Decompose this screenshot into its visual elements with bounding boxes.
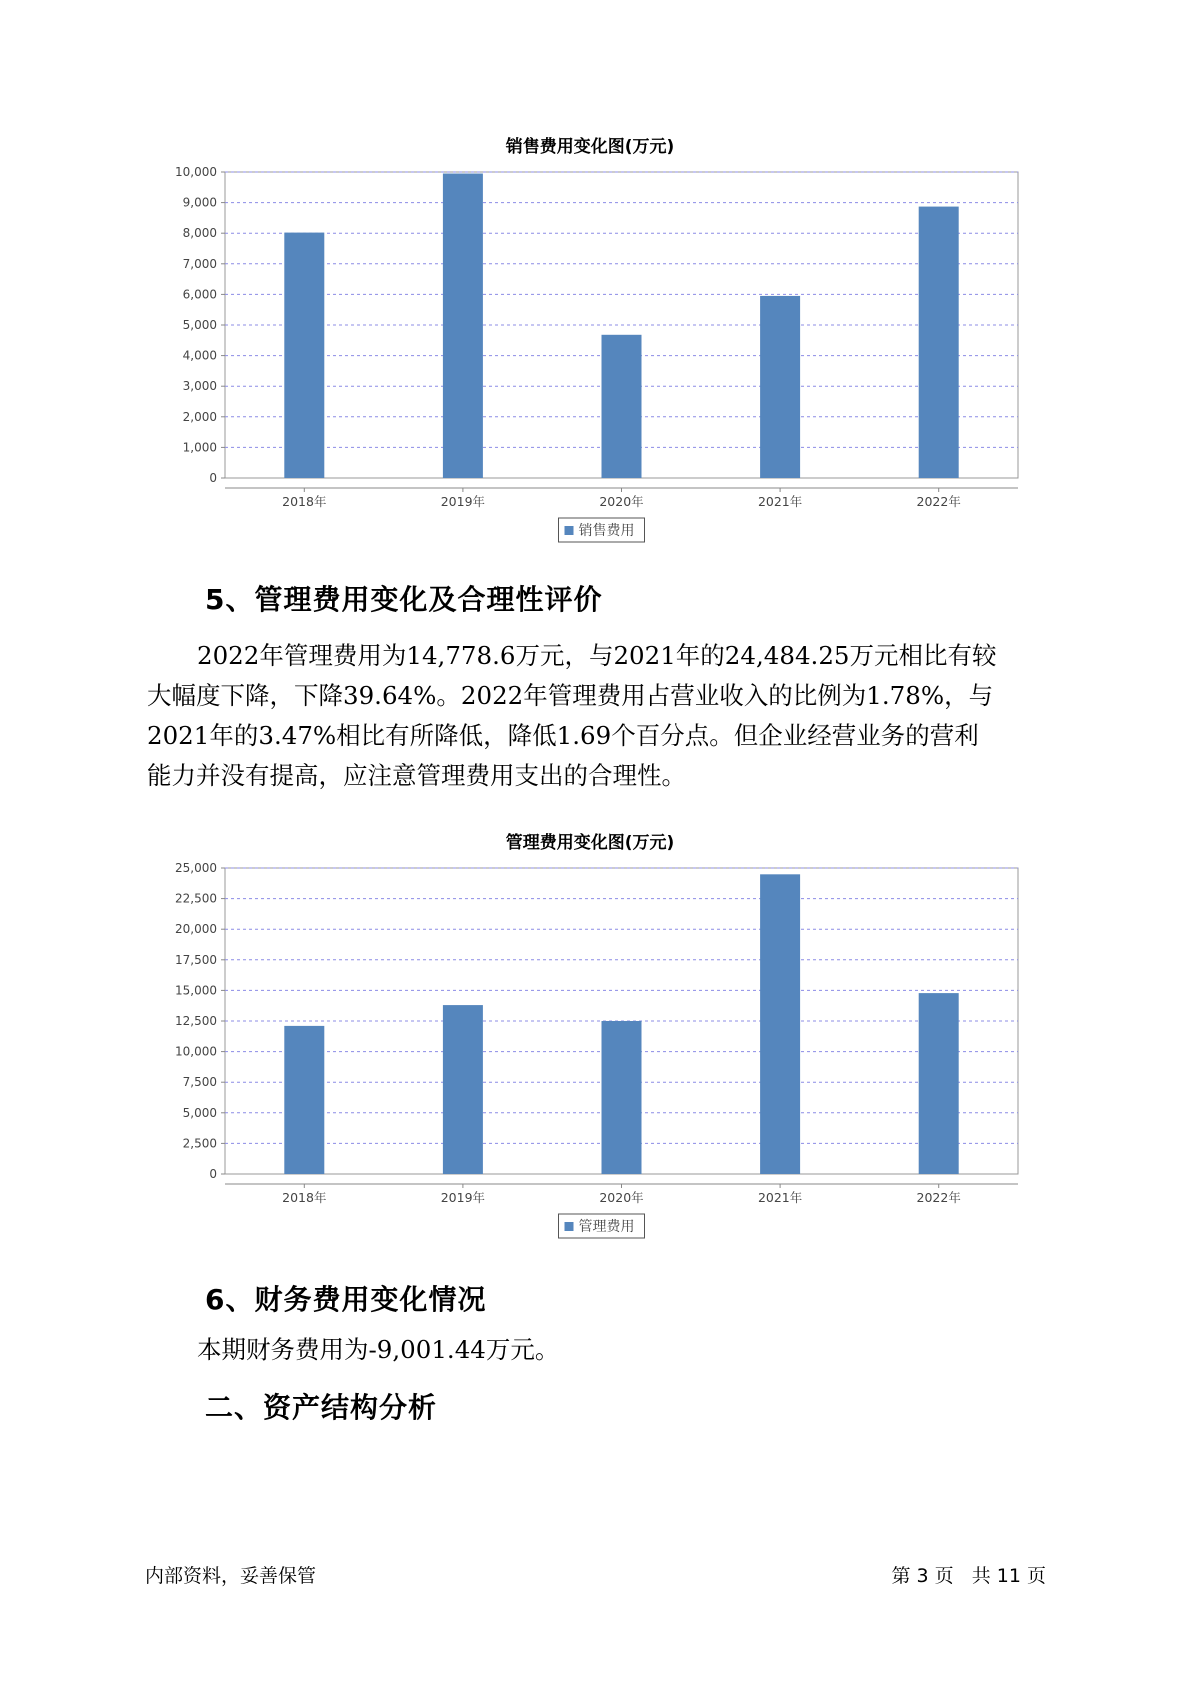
legend: [559, 1214, 645, 1238]
chart-svg: [150, 130, 1030, 550]
legend: [559, 518, 645, 542]
y-tick-label: 0: [209, 471, 217, 485]
x-tick-label: 2019年: [440, 1190, 486, 1205]
sales-expense-chart: [150, 130, 1030, 550]
y-tick-label: 25,000: [175, 861, 217, 875]
paragraph-line: 2022年管理费用为14,778.6万元，与2021年的24,484.25万元相比有较: [197, 641, 997, 670]
section-6-heading: 6、财务费用变化情况: [205, 1283, 487, 1316]
legend-swatch: [565, 1222, 574, 1231]
section-5-heading: 5、管理费用变化及合理性评价: [205, 583, 603, 616]
bar: [919, 207, 959, 478]
y-tick-label: 1,000: [182, 440, 217, 455]
y-tick-label: 10,000: [175, 165, 217, 179]
y-tick-label: 6,000: [182, 287, 217, 302]
paragraph-line: 2021年的3.47%相比有所降低，降低1.69个百分点。但企业经营业务的营利: [147, 721, 979, 750]
y-tick-label: 7,000: [182, 256, 217, 271]
x-tick-label: 2018年: [282, 494, 327, 509]
y-tick-label: 3,000: [182, 379, 217, 394]
y-tick-label: 15,000: [175, 983, 217, 998]
x-tick-label: 2021年: [757, 494, 803, 509]
legend-label: 管理费用: [578, 1219, 635, 1235]
paragraph-line: 能力并没有提高，应注意管理费用支出的合理性。: [147, 761, 686, 790]
legend-swatch: [565, 526, 574, 535]
y-tick-label: 2,500: [182, 1136, 217, 1151]
x-tick-label: 2019年: [440, 494, 486, 509]
bar: [919, 993, 959, 1174]
y-tick-label: 0: [209, 1167, 217, 1181]
y-tick-label: 5,000: [182, 1105, 217, 1120]
bar: [602, 1021, 642, 1174]
section-6-paragraph: [197, 1330, 1112, 1370]
x-tick-label: 2022年: [916, 494, 961, 509]
legend-label: 销售费用: [578, 523, 635, 539]
y-tick-label: 5,000: [182, 318, 217, 332]
admin-expense-chart: [150, 826, 1030, 1246]
bar: [602, 335, 642, 478]
bar: [284, 1026, 324, 1174]
chart-title: 管理费用变化图(万元): [505, 833, 675, 853]
bar: [760, 296, 800, 478]
paragraph-line: 大幅度下降，下降39.64%。2022年管理费用占营业收入的比例为1.78%，与: [147, 681, 994, 710]
y-tick-label: 8,000: [182, 226, 217, 241]
y-tick-label: 7,500: [182, 1075, 217, 1090]
chart-svg: [150, 826, 1030, 1246]
x-tick-label: 2020年: [599, 1190, 644, 1205]
y-tick-label: 22,500: [175, 891, 217, 906]
paragraph-line: 本期财务费用为-9,001.44万元。: [197, 1335, 560, 1364]
y-tick-label: 12,500: [175, 1014, 217, 1028]
y-tick-label: 4,000: [182, 348, 217, 363]
section-two-heading: 二、资产结构分析: [205, 1391, 438, 1424]
footer-right: 第 3 页 共 11 页: [891, 1565, 1046, 1587]
y-tick-label: 17,500: [175, 952, 217, 967]
x-tick-label: 2018年: [282, 1190, 327, 1205]
bar: [443, 174, 483, 478]
bar: [760, 874, 800, 1174]
chart-title: 销售费用变化图(万元): [505, 137, 675, 157]
footer-left: 内部资料，妥善保管: [145, 1565, 317, 1587]
y-tick-label: 9,000: [182, 195, 217, 210]
y-tick-label: 20,000: [175, 922, 217, 937]
x-tick-label: 2020年: [599, 494, 644, 509]
section-5-paragraph: [147, 636, 1062, 796]
bar: [284, 233, 324, 478]
x-tick-label: 2022年: [916, 1190, 961, 1205]
y-tick-label: 2,000: [182, 409, 217, 424]
y-tick-label: 10,000: [175, 1044, 217, 1059]
bar: [443, 1005, 483, 1174]
x-tick-label: 2021年: [757, 1190, 803, 1205]
